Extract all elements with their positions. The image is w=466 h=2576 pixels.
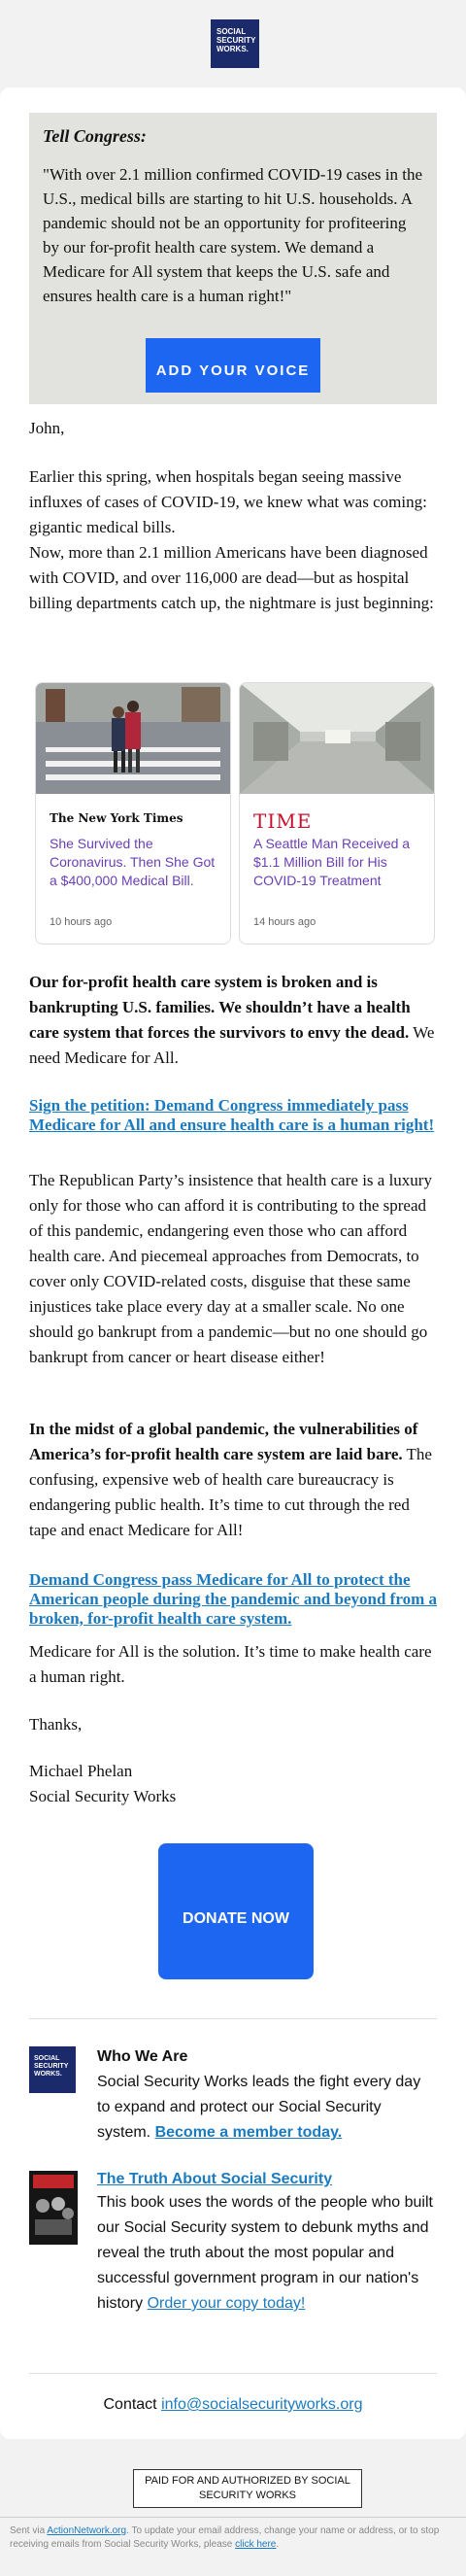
email-header — [0, 0, 466, 87]
ssw-logo[interactable] — [211, 19, 259, 68]
footer-divider — [0, 2517, 466, 2518]
action-network-link[interactable]: ActionNetwork.org — [47, 2525, 127, 2536]
paragraph-6: Medicare for All is the solution. It’s time to make health care a human right. — [29, 1642, 432, 1686]
small-logo-line-3: WORKS. — [34, 2071, 62, 2078]
greeting: John, — [29, 419, 65, 437]
news-time-time: 14 hours ago — [253, 916, 316, 928]
logo-line-3: WORKS. — [216, 45, 249, 53]
signature-org: Social Security Works — [29, 1787, 177, 1805]
news-card-time[interactable] — [239, 682, 435, 945]
donate-now-button[interactable]: DONATE NOW — [158, 1843, 314, 1979]
book-cover-image[interactable] — [29, 2171, 78, 2245]
footer-note-rest: . To update your email address, change your name or address, or to stop receiving emails from Social Security Works, please — [10, 2525, 440, 2550]
book-text: This book uses the words of the people who built our Social Security system to debunk myths and reveal the truth about the most popular and successful government program in our nation's history — [97, 2194, 433, 2312]
petition-callout — [29, 113, 437, 404]
news-image-street — [36, 683, 230, 794]
logo-line-1: SOCIAL — [216, 27, 247, 36]
logo-line-2: SECURITY — [216, 36, 256, 45]
book-block — [97, 2169, 437, 2317]
time-logo-text: TIME — [253, 809, 313, 833]
become-member-link[interactable]: Become a member today. — [154, 2124, 343, 2141]
paragraph-2: Now, more than 2.1 million Americans have been diagnosed with COVID, and over 116,000 are dead—but as hospital billing departments catch up, the nightmare is just beginning: — [29, 543, 434, 612]
footer-note — [10, 2524, 466, 2552]
news-time-nyt: 10 hours ago — [50, 916, 113, 928]
news-card-nyt[interactable] — [35, 682, 231, 945]
paragraph-5-rest: The confusing, expensive web of health care bureaucracy is endangering public health. It’s time to cut through the red tape and enact Medicare for All! — [29, 1445, 432, 1539]
paragraph-3-rest: We need Medicare for All. — [29, 1023, 435, 1067]
news-source-time — [253, 809, 420, 831]
who-we-are-block — [97, 2044, 437, 2146]
petition-link-2-wrap — [29, 1570, 437, 1629]
paragraph-4: The Republican Party’s insistence that health care is a luxury only for those who can afford it is contributing to the spread of this pandemic, endangering even those who can afford health care. And piecemeal approaches from Democrats, to cover only COVID-related costs, disguise that these same injustices take place every day at a smaller scale. No one should go bankrupt from a pandemic—but no one should go bankrupt from cancer or heart disease either! — [29, 1171, 432, 1366]
small-logo-line-2: SECURITY — [34, 2063, 69, 2070]
callout-quote: "With over 2.1 million confirmed COVID-19 cases in the U.S., medical bills are starting to hit U.S. households. A pandemic should not be an opportunity for profiteering by our for-profit health care system. We demand a Medicare for All system that keeps the U.S. safe and ensures health care is a human right!" — [43, 165, 423, 305]
news-headline-time[interactable]: A Seattle Man Received a $1.1 Million Bill for His COVID-19 Treatment — [253, 836, 411, 888]
book-title-link[interactable]: The Truth About Social Security — [97, 2171, 333, 2187]
footer-sent-via: Sent via — [10, 2525, 48, 2536]
paid-for-box: PAID FOR AND AUTHORIZED BY SOCIAL SECURITY WORKS — [133, 2469, 362, 2508]
paragraph-5-bold: In the midst of a global pandemic, the vulnerabilities of America’s for-profit health care system are laid bare. — [29, 1420, 418, 1463]
unsubscribe-link[interactable]: click here — [235, 2539, 277, 2550]
contact-email-link[interactable]: info@socialsecurityworks.org — [161, 2396, 363, 2413]
email-card — [0, 87, 466, 2439]
callout-lead: Tell Congress: — [43, 126, 147, 146]
who-we-are-title: Who We Are — [97, 2048, 188, 2065]
news-headline-nyt[interactable]: She Survived the Coronavirus. Then She Got a $400,000 Medical Bill. — [50, 836, 216, 888]
paragraph-3 — [29, 970, 437, 1071]
divider-1 — [29, 2018, 437, 2019]
ssw-small-logo — [29, 2046, 76, 2093]
paragraph-3-bold: Our for-profit health care system is broken and is bankrupting U.S. families. We shouldn’t have a health care system that forces the survivors to envy the dead. — [29, 973, 411, 1042]
footer-period: . — [276, 2539, 280, 2550]
petition-link-2[interactable]: Demand Congress pass Medicare for All to protect the American people during the pandemic and beyond from a broken, for-profit health care system. — [29, 1570, 437, 1628]
news-image-hospital — [240, 683, 434, 794]
petition-link-1-wrap — [29, 1096, 437, 1135]
small-logo-line-1: SOCIAL — [34, 2055, 60, 2062]
who-we-are-text: Social Security Works leads the fight every day to expand and protect our Social Security system. — [97, 2074, 421, 2141]
contact-label: Contact — [103, 2396, 162, 2413]
divider-2 — [29, 2373, 437, 2374]
signature-name: Michael Phelan — [29, 1762, 133, 1780]
paragraph-5 — [29, 1417, 437, 1543]
petition-link-1[interactable]: Sign the petition: Demand Congress immediately pass Medicare for All and ensure health care is a human right! — [29, 1096, 435, 1134]
paragraph-1: Earlier this spring, when hospitals began seeing massive influxes of cases of COVID-19, we knew what was coming: gigantic medical bills. — [29, 467, 427, 536]
add-your-voice-button[interactable]: ADD YOUR VOICE — [146, 338, 320, 393]
news-source-nyt — [50, 809, 216, 831]
order-copy-link[interactable]: Order your copy today! — [147, 2295, 306, 2312]
nyt-logo-text: The New York Times — [50, 811, 183, 825]
sign-off: Thanks, — [29, 1715, 83, 1734]
contact-line — [0, 2396, 466, 2414]
